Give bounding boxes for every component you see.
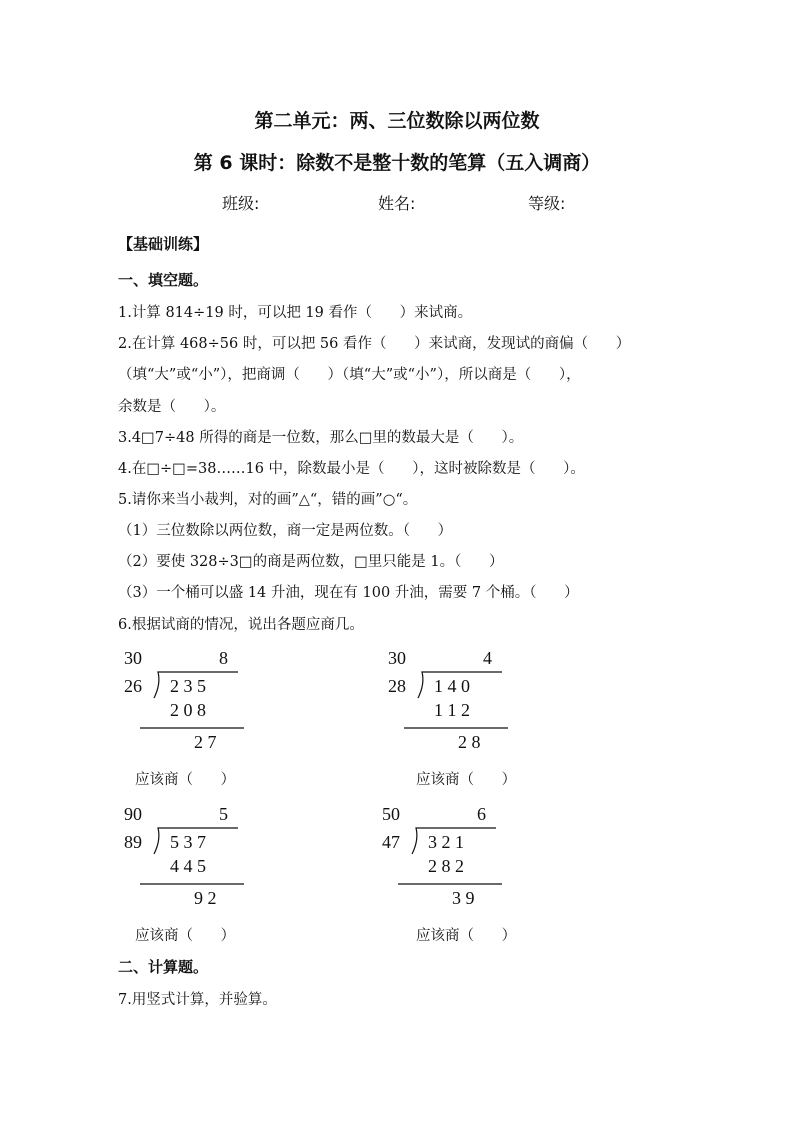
answer-prompt-1: 应该商（ ） <box>135 772 236 788</box>
part-two-heading: 二、计算题。 <box>118 958 209 976</box>
question-5-item-3: （3）一个桶可以盛 14 升油，现在有 100 升油，需要 7 个桶。（ ） <box>118 585 579 601</box>
remainder: 3 9 <box>452 888 475 908</box>
grade-label: 等级: <box>528 194 566 213</box>
remainder: 2 8 <box>458 732 481 752</box>
question-5-item-1: （1）三位数除以两位数，商一定是两位数。（ ） <box>118 523 453 539</box>
question-5-item-2: （2）要使 328÷3□的商是两位数，□里只能是 1。（ ） <box>118 554 504 570</box>
divisor: 28 <box>388 676 406 696</box>
part-one-heading: 一、填空题。 <box>118 271 209 289</box>
name-label: 姓名: <box>378 194 416 213</box>
long-division-3 <box>122 802 252 942</box>
question-2-line-3: 余数是（ ）。 <box>118 399 226 415</box>
dividend: 5 3 7 <box>170 832 206 852</box>
subtraction-line <box>404 727 509 730</box>
page-title: 第二单元：两、三位数除以两位数 <box>254 110 540 132</box>
product: 2 0 8 <box>170 700 206 720</box>
answer-prompt-4: 应该商（ ） <box>416 928 517 944</box>
long-division-1 <box>122 646 252 786</box>
remainder: 9 2 <box>194 888 217 908</box>
class-label: 班级: <box>222 194 260 213</box>
subtraction-line <box>140 727 245 730</box>
trial-divisor: 30 <box>124 648 142 668</box>
quotient: 5 <box>219 804 228 824</box>
question-2-line-1: 2.在计算 468÷56 时，可以把 56 看作（ ）来试商，发现试的商偏（ ） <box>118 336 631 352</box>
trial-divisor: 90 <box>124 804 142 824</box>
divisor: 26 <box>124 676 142 696</box>
question-3: 3.4□7÷48 所得的商是一位数，那么□里的数最大是（ ）。 <box>118 430 524 446</box>
quotient: 8 <box>219 648 228 668</box>
question-4: 4.在□÷□=38……16 中，除数最小是（ ），这时被除数是（ ）。 <box>118 461 585 477</box>
product: 2 8 2 <box>428 856 464 876</box>
trial-divisor: 30 <box>388 648 406 668</box>
product: 1 1 2 <box>434 700 470 720</box>
long-division-4 <box>380 802 510 942</box>
answer-prompt-3: 应该商（ ） <box>135 928 236 944</box>
question-5: 5.请你来当小裁判，对的画”△“，错的画”○“。 <box>118 492 418 508</box>
quotient: 6 <box>477 804 486 824</box>
section-heading: 【基础训练】 <box>118 235 209 253</box>
question-2-line-2: （填“大”或“小”），把商调（ ）（填“大”或“小”），所以商是（ ）， <box>118 367 581 383</box>
trial-divisor: 50 <box>382 804 400 824</box>
divisor: 47 <box>382 832 400 852</box>
dividend: 2 3 5 <box>170 676 206 696</box>
dividend: 3 2 1 <box>428 832 464 852</box>
subtraction-line <box>140 883 245 886</box>
subtraction-line <box>398 883 503 886</box>
remainder: 2 7 <box>194 732 217 752</box>
answer-prompt-2: 应该商（ ） <box>416 772 517 788</box>
question-7: 7.用竖式计算，并验算。 <box>118 992 277 1008</box>
question-1: 1.计算 814÷19 时，可以把 19 看作（ ）来试商。 <box>118 305 473 321</box>
divisor: 89 <box>124 832 142 852</box>
quotient: 4 <box>483 648 492 668</box>
product: 4 4 5 <box>170 856 206 876</box>
question-6: 6.根据试商的情况，说出各题应商几。 <box>118 617 364 633</box>
long-division-2 <box>386 646 516 786</box>
page-subtitle: 第 6 课时：除数不是整十数的笔算（五入调商） <box>193 152 601 174</box>
dividend: 1 4 0 <box>434 676 470 696</box>
